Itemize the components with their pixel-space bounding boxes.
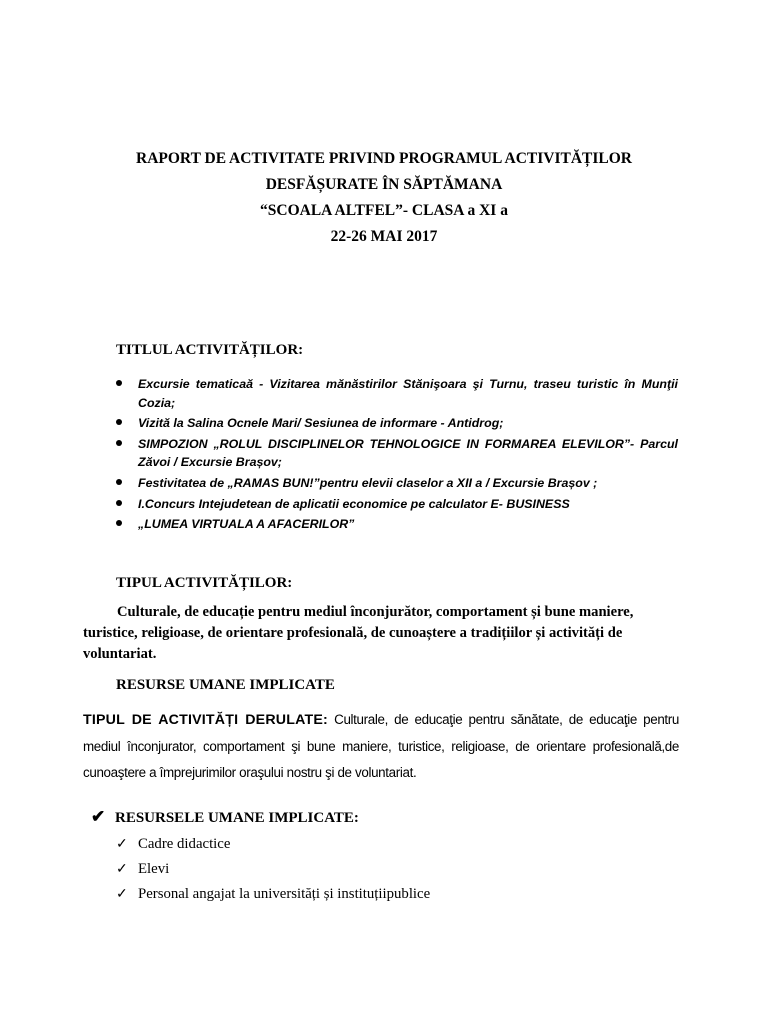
list-item-text: SIMPOZION „ROLUL DISCIPLINELOR TEHNOLOGICE IN FORMAREA ELEVILOR”- Parcul Zăvoi / Excursie Brașov; — [138, 436, 678, 470]
bullet-icon — [116, 479, 122, 485]
checkmark-icon: ✓ — [116, 887, 128, 902]
list-item-text: Excursie tematicaă - Vizitarea mănăstirilor Stănişoara şi Turnu, traseu turistic în Munţii Cozia; — [138, 377, 678, 410]
human-resources-heading — [91, 807, 359, 827]
list-item — [116, 474, 678, 493]
title-line-2: DESFĂȘURATE ÎN SĂPTĂMANA — [265, 176, 503, 193]
list-item — [116, 375, 678, 412]
activities-types-heading: TIPUL ACTIVITĂȚILOR: — [116, 575, 293, 591]
activities-derulate-text: Culturale, de educaţie pentru sănătate, de educaţie pentru mediul înconjurator, comportament şi bune maniere, turistice, religioase, de orientare profesională,de cunoaştere a împrejurimilor oraşului nostru şi de voluntariat. — [83, 712, 679, 780]
list-item-text: Personal angajat la universități și instituțiipublice — [138, 886, 431, 902]
list-item-text: „LUMEA VIRTUALA A AFACERILOR” — [138, 517, 355, 532]
activities-titles-heading: TITLUL ACTIVITĂȚILOR: — [116, 342, 304, 358]
list-item-text: Cadre didactice — [138, 836, 231, 852]
human-resources-list — [116, 833, 430, 908]
list-item-text: I.Concurs Intejudetean de aplicatii economice pe calculator E- BUSINESS — [138, 496, 570, 511]
bullet-icon — [116, 500, 122, 506]
list-item — [116, 414, 678, 433]
list-item-text: Festivitatea de „RAMAS BUN!”pentru elevii claselor a XII a / Excursie Brașov ; — [138, 475, 598, 490]
title-line-4: 22-26 MAI 2017 — [330, 228, 438, 245]
checkmark-icon: ✔ — [91, 807, 106, 826]
activities-types-paragraph: Culturale, de educație pentru mediul înconjurător, comportament și bune maniere, turistice, religioase, de orientare profesională, de cunoaștere a tradițiilor și activități de voluntariat. — [83, 604, 634, 662]
list-item — [116, 495, 678, 514]
bullet-icon — [116, 380, 122, 386]
activities-derulate-paragraph — [83, 707, 679, 787]
document-title — [0, 146, 768, 250]
checkmark-icon: ✓ — [116, 862, 128, 877]
list-item — [116, 858, 430, 883]
list-item — [116, 833, 430, 858]
list-item-text: Elevi — [138, 861, 170, 877]
activities-derulate-lead: TIPUL DE ACTIVITĂȚI DERULATE: — [83, 712, 328, 728]
list-item — [116, 515, 678, 534]
activities-list — [116, 375, 678, 536]
bullet-icon — [116, 520, 122, 526]
title-line-1: RAPORT DE ACTIVITATE PRIVIND PROGRAMUL ACTIVITĂȚILOR — [136, 150, 632, 167]
title-line-3: “SCOALA ALTFEL”- CLASA a XI a — [260, 202, 508, 219]
bullet-icon — [116, 419, 122, 425]
human-resources-heading-text: RESURSELE UMANE IMPLICATE: — [115, 810, 359, 826]
list-item — [116, 883, 430, 908]
bullet-icon — [116, 440, 122, 446]
checkmark-icon: ✓ — [116, 837, 128, 852]
list-item-text: Vizită la Salina Ocnele Mari/ Sesiunea de informare - Antidrog; — [138, 416, 504, 431]
list-item — [116, 435, 678, 472]
resources-heading: RESURSE UMANE IMPLICATE — [116, 677, 335, 693]
